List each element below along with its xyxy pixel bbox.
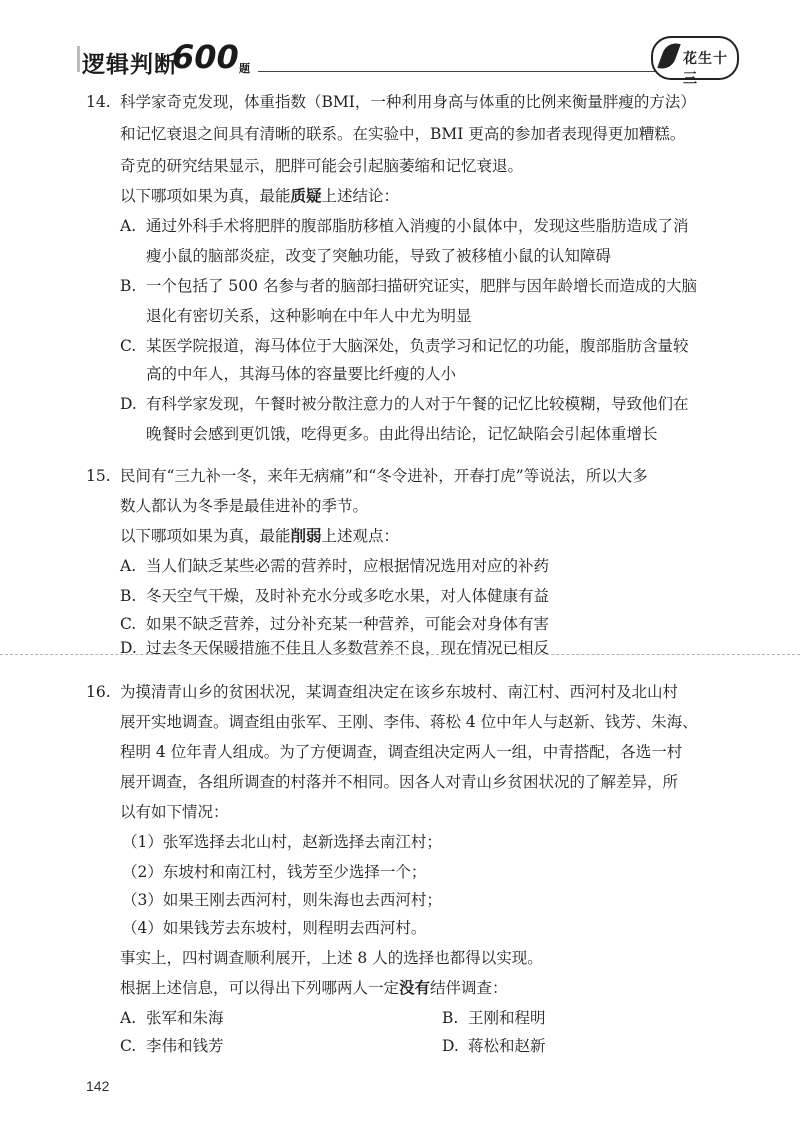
question-stem-line: 以有如下情况： [120, 803, 229, 821]
question-stem-line: 数人都认为冬季是最佳进补的季节。 [120, 497, 369, 515]
option-b-text: 王刚和程明 [468, 1009, 546, 1027]
header-accent-bar [77, 46, 80, 72]
option-b-label: B. [442, 1009, 459, 1027]
option-d-label: D. [120, 639, 137, 657]
book-number: 600 [172, 38, 239, 76]
option-b-text: 冬天空气干燥，及时补充水分或多吃水果，对人体健康有益 [146, 587, 550, 605]
condition-line: （2）东坡村和南江村，钱芳至少选择一个； [122, 863, 427, 881]
brand-name: 花生十三 [683, 51, 728, 87]
question-prompt: 以下哪项如果为真，最能削弱上述观点： [120, 526, 400, 545]
option-a-text: 通过外科手术将肥胖的腹部脂肪移植入消瘦的小鼠体中，发现这些脂肪造成了消 [146, 217, 689, 235]
option-c-text: 李伟和钱芳 [146, 1037, 224, 1055]
question-stem-line: 程明 4 位年青人组成。为了方便调查，调查组决定两人一组，中青搭配，各选一村 [120, 743, 683, 761]
question-number: 15. [86, 467, 111, 485]
page-fold-divider [0, 654, 800, 655]
option-b-label: B. [120, 277, 137, 295]
question-stem-line: 展开调查，各组所调查的村落并不相同。因各人对青山乡贫困状况的了解差异，所 [120, 773, 679, 791]
question-number: 14. [86, 93, 111, 111]
option-c-label: C. [120, 337, 137, 355]
option-c-text: 某医学院报道，海马体位于大脑深处，负责学习和记忆的功能，腹部脂肪含量较 [146, 337, 689, 355]
option-a-label: A. [120, 557, 137, 575]
option-c-text: 如果不缺乏营养，过分补充某一种营养，可能会对身体有害 [146, 615, 550, 633]
brand-logo [651, 36, 739, 87]
condition-line: （3）如果王刚去西河村，则朱海也去西河村； [122, 891, 442, 909]
option-a-label: A. [120, 1009, 137, 1027]
option-a-text: 瘦小鼠的脑部炎症，改变了突触功能，导致了被移植小鼠的认知障碍 [146, 247, 612, 265]
book-title: 逻辑判断 [82, 52, 178, 78]
question-stem-line: 奇克的研究结果显示，肥胖可能会引起脑萎缩和记忆衰退。 [120, 157, 524, 175]
question-stem-line: 和记忆衰退之间具有清晰的联系。在实验中，BMI 更高的参加者表现得更加糟糕。 [120, 125, 686, 143]
option-d-text: 蒋松和赵新 [468, 1037, 546, 1055]
option-d-label: D. [442, 1037, 459, 1055]
option-a-text: 张军和朱海 [146, 1009, 224, 1027]
option-d-text: 有科学家发现，午餐时被分散注意力的人对于午餐的记忆比较模糊，导致他们在 [146, 395, 689, 413]
prompt-keyword: 没有 [399, 978, 431, 997]
option-a-text: 当人们缺乏某些必需的营养时，应根据情况选用对应的补药 [146, 557, 550, 575]
option-c-label: C. [120, 615, 137, 633]
prompt-keyword: 削弱 [290, 526, 322, 545]
option-d-label: D. [120, 395, 137, 413]
option-b-text: 退化有密切关系，这种影响在中年人中尤为明显 [146, 307, 472, 325]
question-stem-line: 展开实地调查。调查组由张军、王刚、李伟、蒋松 4 位中年人与赵新、钱芳、朱海、 [120, 713, 698, 731]
question-prompt: 根据上述信息，可以得出下列哪两人一定没有结伴调查： [120, 978, 508, 997]
option-b-label: B. [120, 587, 137, 605]
option-c-label: C. [120, 1037, 137, 1055]
option-d-text: 过去冬天保暖措施不佳且人多数营养不良，现在情况已相反 [146, 639, 550, 657]
option-d-text: 晚餐时会感到更饥饿，吃得更多。由此得出结论，记忆缺陷会引起体重增长 [146, 425, 658, 443]
page-header [0, 0, 800, 87]
option-c-text: 高的中年人，其海马体的容量要比纤瘦的人小 [146, 365, 457, 383]
option-b-text: 一个包括了 500 名参与者的脑部扫描研究证实，肥胖与因年龄增长而造成的大脑 [146, 277, 697, 295]
condition-line: （4）如果钱芳去东坡村，则程明去西河村。 [122, 919, 427, 937]
question-stem-line: 民间有“三九补一冬，来年无病痛”和“冬令进补，开春打虎”等说法，所以大多 [120, 467, 648, 485]
leaf-icon [657, 40, 680, 73]
fact-line: 事实上，四村调查顺利展开，上述 8 人的选择也都得以实现。 [120, 949, 543, 967]
question-stem-line: 为摸清青山乡的贫困状况，某调查组决定在该乡东坡村、南江村、西河村及北山村 [120, 683, 679, 701]
prompt-keyword: 质疑 [290, 186, 322, 205]
question-prompt: 以下哪项如果为真，最能质疑上述结论： [120, 186, 400, 205]
question-stem-line: 科学家奇克发现，体重指数（BMI，一种利用身高与体重的比例来衡量胖瘦的方法） [120, 93, 696, 111]
condition-line: （1）张军选择去北山村，赵新选择去南江村； [122, 833, 442, 851]
header-rule [258, 71, 658, 72]
page-number: 142 [86, 1078, 110, 1094]
book-suffix: 题 [239, 62, 250, 75]
option-a-label: A. [120, 217, 137, 235]
question-number: 16. [86, 683, 111, 701]
